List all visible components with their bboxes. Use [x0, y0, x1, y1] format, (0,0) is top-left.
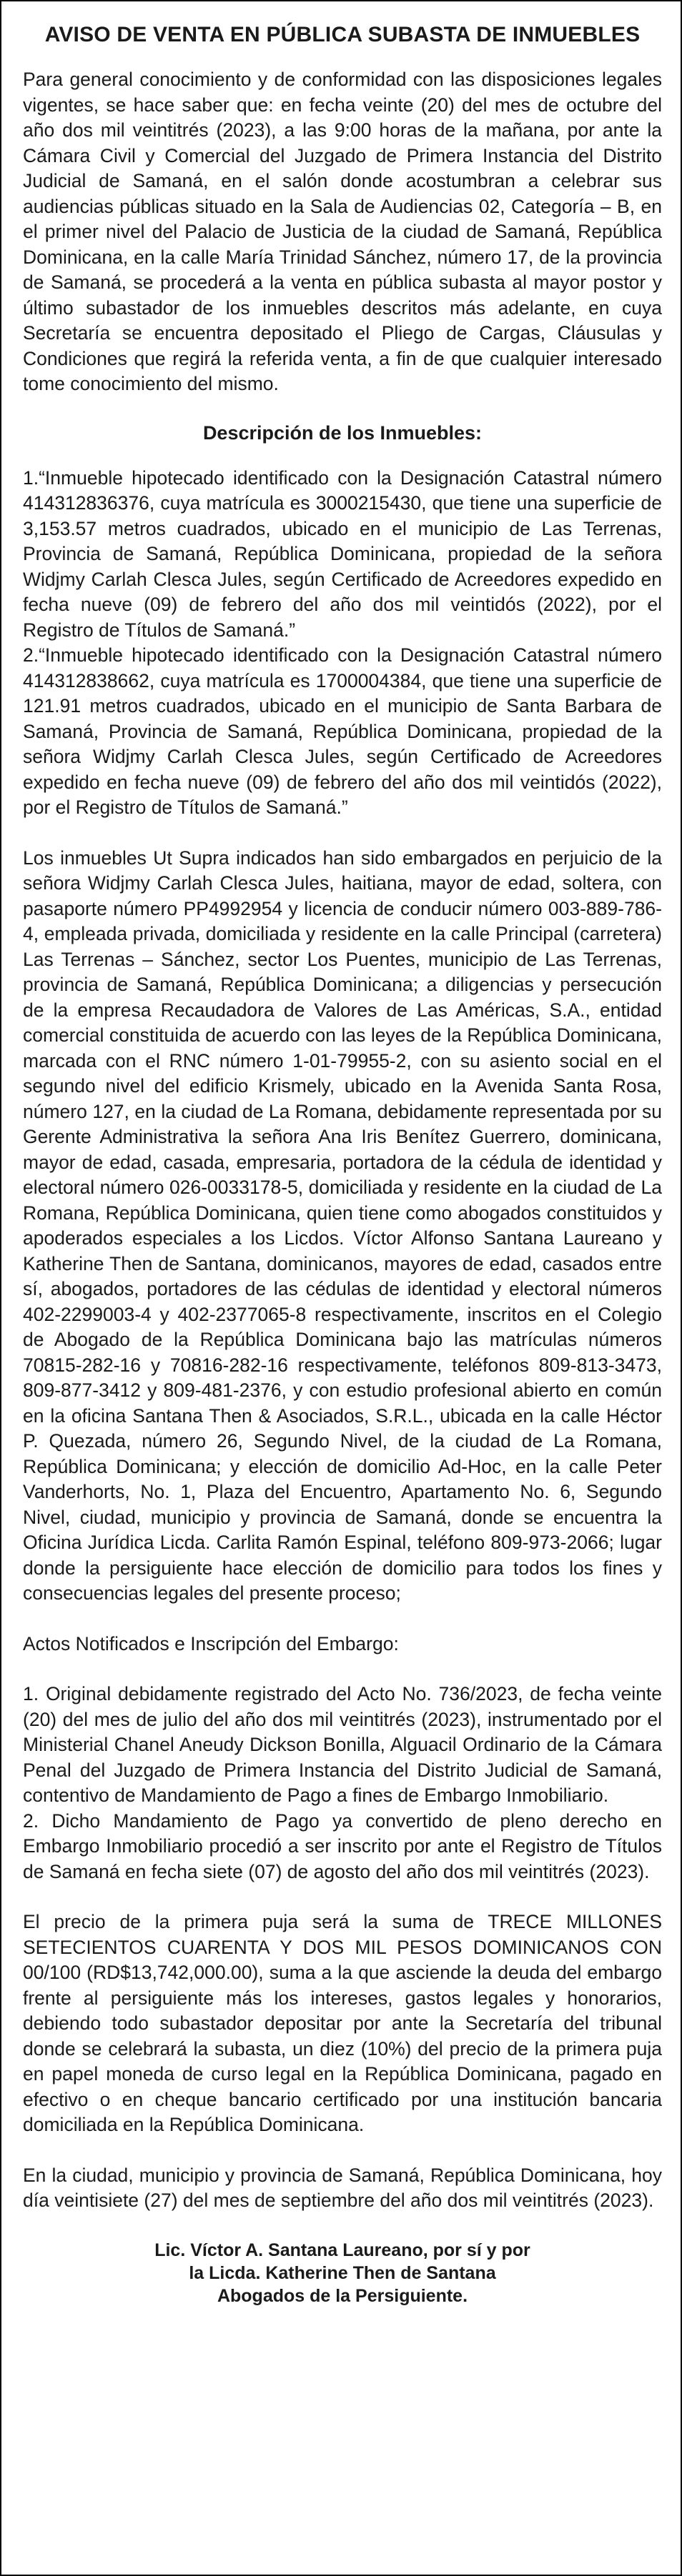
notice-title: AVISO DE VENTA EN PÚBLICA SUBASTA DE INMUEBLES	[44, 23, 641, 46]
act-2-paragraph: 2. Dicho Mandamiento de Pago ya convertido de pleno derecho en Embargo Inmobiliario procedió a ser inscrito por ante el Registro de Títulos de Samaná en fecha siete (07) de agosto del año dos mil veintitrés (2023).	[23, 1809, 662, 1882]
signature-block	[23, 2239, 662, 2307]
intro-paragraph: Para general conocimiento y de conformidad con las disposiciones legales vigentes, se hace saber que: en fecha veinte (20) del mes de octubre del año dos mil veintitrés (2023), a las 9:00 horas de la mañana, por ante la Cámara Civil y Comercial del Juzgado de Primera Instancia del Distrito Judicial de Samaná, en el salón donde acostumbran a celebrar sus audiencias públicas situado en la Sala de Audiencias 02, Categoría – B, en el primer nivel del Palacio de Justicia de la ciudad de Samaná, República Dominicana, en la calle María Trinidad Sánchez, número 17, de la provincia de Samaná, se procederá a la venta en pública subasta al mayor postor y último subastador de los inmuebles descritos más adelante, en cuya Secretaría se encuentra depositado el Pliego de Cargas, Cláusulas y Condiciones que regirá la referida venta, a fin de que cualquier interesado tome conocimiento del mismo.	[23, 69, 662, 394]
notice-content	[23, 23, 662, 2307]
property-2-paragraph: 2.“Inmueble hipotecado identificado con la Designación Catastral número 414312838662, cuya matrícula es 1700004384, que tiene una superficie de 121.91 metros cuadrados, ubicado en el municipio de Santa Barbara de Samaná, Provincia de Samaná, República Dominicana, propiedad de la señora Widjmy Carlah Clesca Jules, según Certificado de Acreedores expedido en fecha nueve (09) de febrero del año dos mil veintidós (2022), por el Registro de Títulos de Samaná.”	[23, 644, 662, 818]
signature-line-2: la Licda. Katherine Then de Santana	[189, 2262, 496, 2283]
acts-heading: Actos Notificados e Inscripción del Embargo:	[23, 1632, 399, 1654]
parties-paragraph: Los inmuebles Ut Supra indicados han sido embargados en perjuicio de la señora Widjmy Carlah Clesca Jules, haitiana, mayor de edad, soltera, con pasaporte número PP4992954 y licencia de conducir número 003-889-786-4, empleada privada, domiciliada y residente en la calle Principal (carretera) Las Terrenas – Sánchez, sector Los Puentes, municipio de Las Terrenas, provincia de Samaná, República Dominicana; a diligencias y persecución de la empresa Recaudadora de Valores de Las Américas, S.A., entidad comercial constituida de acuerdo con las leyes de la República Dominicana, marcada con el RNC número 1-01-79955-2, con su asiento social en el segundo nivel del edificio Krismely, ubicado en la Avenida Santa Rosa, número 127, en la ciudad de La Romana, debidamente representada por su Gerente Administrativa la señora Ana Iris Benítez Guerrero, dominicana, mayor de edad, casada, empresaria, portadora de la cédula de identidad y electoral número 026-0033178-5, domiciliada y residente en la ciudad de La Romana, República Dominicana, quien tiene como abogados constituidos y apoderados especiales a los Licdos. Víctor Alfonso Santana Laureano y Katherine Then de Santana, dominicanos, mayores de edad, casados entre sí, abogados, portadores de las cédulas de identidad y electoral números 402-2299003-4 y 402-2377065-8 respectivamente, inscritos en el Colegio de Abogado de la República Dominicana bajo las matrículas números 70815-282-16 y 70816-282-16 respectivamente, teléfonos 809-813-3473, 809-877-3412 y 809-481-2376, y con estudio profesional abierto en común en la oficina Santana Then & Asociados, S.R.L., ubicada en la calle Héctor P. Quezada, número 26, Segundo Nivel, de la ciudad de La Romana, República Dominicana; y elección de domicilio Ad-Hoc, en la calle Peter Vanderhorts, No. 1, Plaza del Encuentro, Apartamento No. 6, Segundo Nivel, ciudad, municipio y provincia de Samaná, donde se encuentra la Oficina Jurídica Licda. Carlita Ramón Espinal, teléfono 809-973-2066; lugar donde la persiguiente hace elección de domicilio para todos los fines y consecuencias legales del presente proceso;	[23, 847, 662, 1604]
closing-paragraph: En la ciudad, municipio y provincia de Samaná, República Dominicana, hoy día veintisiete (27) del mes de septiembre del año dos mil veintitrés (2023).	[23, 2164, 662, 2211]
signature-line-3: Abogados de la Persiguiente.	[217, 2285, 468, 2306]
signature-line-1: Lic. Víctor A. Santana Laureano, por sí y por	[154, 2240, 530, 2260]
price-paragraph: El precio de la primera puja será la suma de TRECE MILLONES SETECIENTOS CUARENTA Y DOS MIL PESOS DOMINICANOS CON 00/100 (RD$13,742,000.00), suma a la que asciende la deuda del embargo frente al persiguiente más los intereses, gastos legales y honorarios, debiendo todo subastador depositar por ante la Secretaría del tribunal donde se celebrará la subasta, un diez (10%) del precio de la primera puja en papel moneda de curso legal en la República Dominicana, pagado en efectivo o en cheque bancario certificado por una institución bancaria domiciliada en la República Dominicana.	[23, 1911, 662, 2135]
property-1-paragraph: 1.“Inmueble hipotecado identificado con la Designación Catastral número 414312836376, cuya matrícula es 3000215430, que tiene una superficie de 3,153.57 metros cuadrados, ubicado en el municipio de Las Terrenas, Provincia de Samaná, República Dominicana, propiedad de la señora Widjmy Carlah Clesca Jules, según Certificado de Acreedores expedido en fecha nueve (09) de febrero del año dos mil veintidós (2022), por el Registro de Títulos de Samaná.”	[23, 466, 662, 641]
act-1-paragraph: 1. Original debidamente registrado del Acto No. 736/2023, de fecha veinte (20) del mes de julio del año dos mil veintitrés (2023), instrumentado por el Ministerial Chanel Aneudy Dickson Bonilla, Alguacil Ordinario de la Cámara Penal del Juzgado de Primera Instancia del Distrito Judicial de Samaná, contentivo de Mandamiento de Pago a fines de Embargo Inmobiliario.	[23, 1683, 662, 1806]
properties-heading: Descripción de los Inmuebles:	[202, 421, 483, 444]
